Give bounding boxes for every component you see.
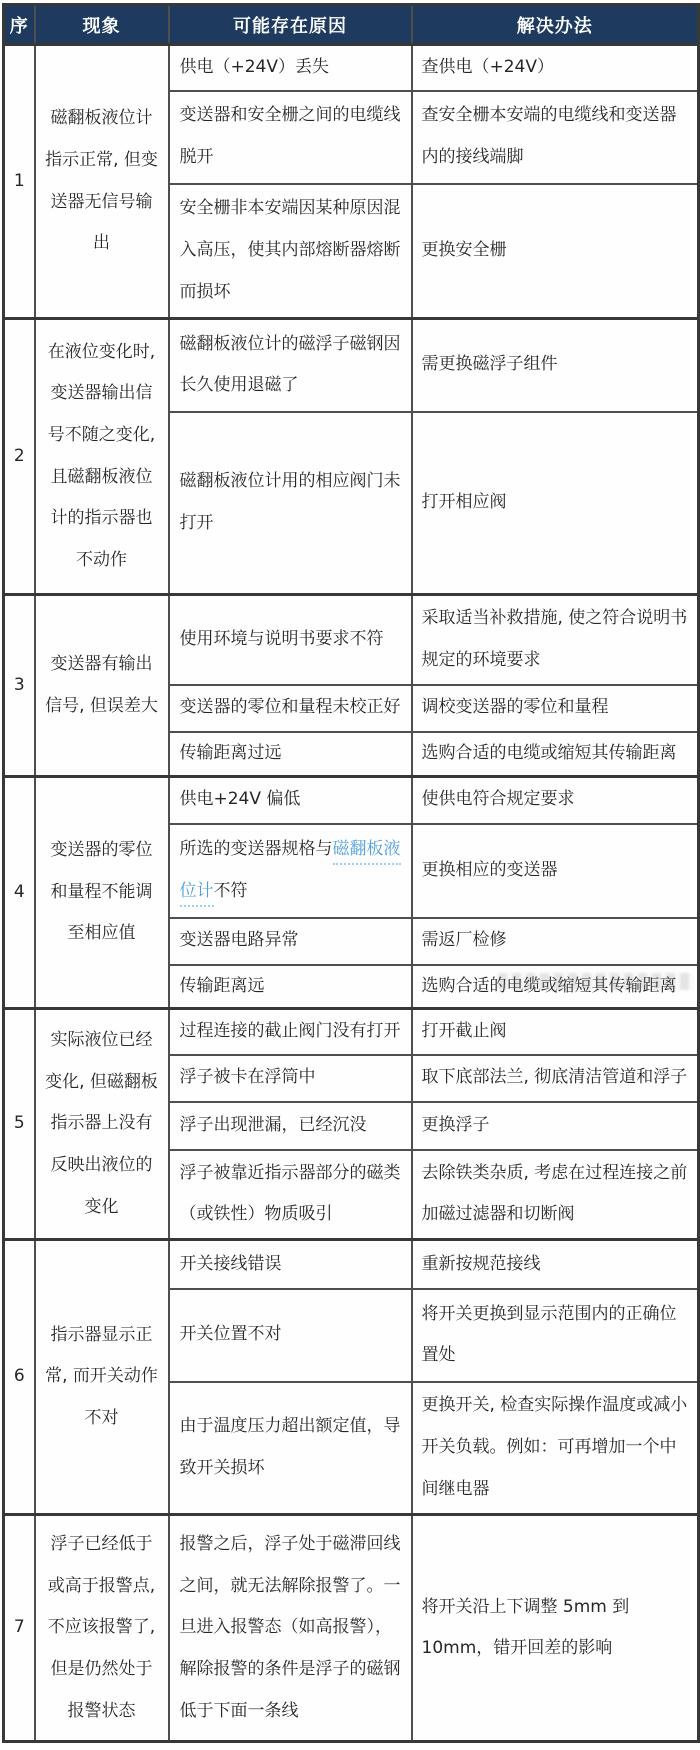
solution-cell: 打开相应阀 (412, 412, 699, 595)
solution-cell: 将开关更换到显示范围内的正确位置处 (412, 1289, 699, 1382)
cause-cell: 过程连接的截止阀门没有打开 (169, 1009, 412, 1055)
solution-cell: 选购合适的电缆或缩短其传输距离 (412, 732, 699, 777)
cause-cell: 传输距离远 (169, 965, 412, 1009)
phenomenon-cell: 浮子已经低于或高于报警点, 不应该报警了, 但是仍然处于报警状态 (35, 1515, 169, 1742)
cause-cell: 浮子出现泄漏，已经沉没 (169, 1102, 412, 1150)
cause-cell: 传输距离过远 (169, 732, 412, 777)
header-cause: 可能存在原因 (169, 5, 412, 45)
cause-cell: 由于温度压力超出额定值，导致开关损坏 (169, 1382, 412, 1515)
solution-cell: 使供电符合规定要求 (412, 777, 699, 824)
cause-cell: 磁翻板液位计的磁浮子磁钢因长久使用退磁了 (169, 319, 412, 412)
cause-cell: 浮子被靠近指示器部分的磁类（或铁性）物质吸引 (169, 1150, 412, 1240)
inline-link[interactable]: 磁翻板液位计 (180, 839, 401, 907)
solution-cell: 将开关沿上下调整 5mm 到 10mm，错开回差的影响 (412, 1515, 699, 1742)
solution-cell: 查安全栅本安端的电缆线和变送器内的接线端脚 (412, 91, 699, 184)
solution-cell: 更换开关, 检查实际操作温度或减小开关负载。例如：可再增加一个中间继电器 (412, 1382, 699, 1515)
cause-cell: 安全栅非本安端因某种原因混入高压，使其内部熔断器熔断而损坏 (169, 184, 412, 319)
cause-text-suffix: 不符 (213, 880, 248, 901)
header-phenomenon: 现象 (35, 5, 169, 45)
table-row (4, 1240, 699, 1289)
cause-cell: 报警之后，浮子处于磁滞回线之间，就无法解除报警了。一旦进入报警态（如高报警），解除报警的条件是浮子的磁钢低于下面一条线 (169, 1515, 412, 1742)
table-row (4, 45, 699, 91)
seq-cell: 2 (4, 319, 35, 595)
phenomenon-cell: 指示器显示正常, 而开关动作不对 (35, 1240, 169, 1515)
header-solution: 解决办法 (412, 5, 699, 45)
cause-cell: 开关位置不对 (169, 1289, 412, 1382)
cause-cell: 变送器和安全栅之间的电缆线脱开 (169, 91, 412, 184)
cause-text-prefix: 所选的变送器规格与 (179, 838, 333, 859)
solution-cell: 打开截止阀 (412, 1009, 699, 1055)
cause-cell: 开关接线错误 (169, 1240, 412, 1289)
solution-cell: 更换相应的变送器 (412, 824, 699, 918)
phenomenon-cell: 在液位变化时, 变送器输出信号不随之变化, 且磁翻板液位计的指示器也不动作 (35, 319, 169, 595)
table-row (4, 777, 699, 824)
seq-cell: 6 (4, 1240, 35, 1515)
cause-cell: 变送器电路异常 (169, 918, 412, 965)
solution-cell: 采取适当补救措施, 使之符合说明书规定的环境要求 (412, 595, 699, 685)
seq-cell: 5 (4, 1009, 35, 1240)
cause-cell: 使用环境与说明书要求不符 (169, 595, 412, 685)
cause-cell: 供电（+24V）丢失 (169, 45, 412, 91)
table-header-row (4, 5, 699, 45)
solution-cell: 去除铁类杂质, 考虑在过程连接之前加磁过滤器和切断阀 (412, 1150, 699, 1240)
solution-cell: 更换浮子 (412, 1102, 699, 1150)
cause-cell: 供电+24V 偏低 (169, 777, 412, 824)
cause-cell: 浮子被卡在浮筒中 (169, 1055, 412, 1102)
phenomenon-cell: 实际液位已经变化, 但磁翻板指示器上没有反映出液位的变化 (35, 1009, 169, 1240)
solution-cell: 取下底部法兰, 彻底清洁管道和浮子 (412, 1055, 699, 1102)
table-row (4, 1009, 699, 1055)
seq-cell: 7 (4, 1515, 35, 1742)
cause-cell: 磁翻板液位计用的相应阀门未打开 (169, 412, 412, 595)
solution-cell: 重新按规范接线 (412, 1240, 699, 1289)
seq-cell: 4 (4, 777, 35, 1009)
table-row (4, 1515, 699, 1742)
header-seq: 序 (4, 5, 35, 45)
solution-cell: 查供电（+24V） (412, 45, 699, 91)
phenomenon-cell: 磁翻板液位计指示正常, 但变送器无信号输出 (35, 45, 169, 319)
seq-cell: 1 (4, 45, 35, 319)
cause-cell-with-link (169, 824, 412, 918)
solution-cell: 选购合适的电缆或缩短其传输距离 (412, 965, 699, 1009)
solution-cell: 更换安全栅 (412, 184, 699, 319)
table-row (4, 595, 699, 685)
table-row (4, 319, 699, 412)
phenomenon-cell: 变送器的零位和量程不能调至相应值 (35, 777, 169, 1009)
solution-cell: 调校变送器的零位和量程 (412, 685, 699, 732)
solution-cell: 需更换磁浮子组件 (412, 319, 699, 412)
troubleshooting-table (2, 3, 700, 1743)
solution-cell: 需返厂检修 (412, 918, 699, 965)
phenomenon-cell: 变送器有输出信号, 但误差大 (35, 595, 169, 777)
cause-cell: 变送器的零位和量程未校正好 (169, 685, 412, 732)
seq-cell: 3 (4, 595, 35, 777)
